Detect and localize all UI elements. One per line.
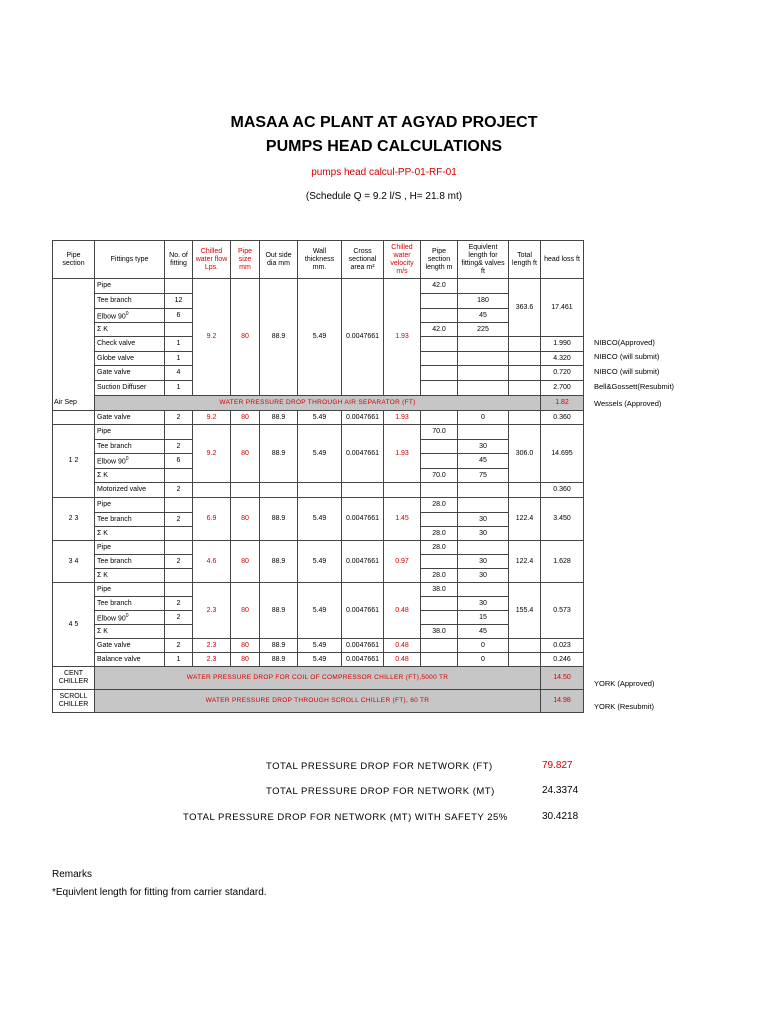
degree-mark: 0 xyxy=(125,456,129,463)
fitting-count: 4 xyxy=(165,366,193,381)
col-header: Total length ft xyxy=(509,241,541,279)
table-row xyxy=(53,498,584,513)
total-length: 306.0 xyxy=(509,425,541,483)
col-header: Pipe section xyxy=(53,241,95,279)
air-separator-value: 1.82 xyxy=(541,396,584,411)
section-label: 4 5 xyxy=(53,583,95,667)
equiv-length: 30 xyxy=(458,555,509,569)
outside-dia: 88.9 xyxy=(260,639,298,653)
fitting-count: 2 xyxy=(165,639,193,653)
fitting-type: Tee branch xyxy=(95,513,165,527)
velocity: 1.93 xyxy=(384,411,421,425)
outside-dia: 88.9 xyxy=(260,498,298,541)
table-row xyxy=(53,583,584,597)
fitting-count: 2 xyxy=(165,513,193,527)
pipe-size: 80 xyxy=(231,425,260,483)
cross-area: 0.0047661 xyxy=(342,639,384,653)
flow-value: 9.2 xyxy=(193,425,231,483)
cross-area: 0.0047661 xyxy=(342,411,384,425)
air-separator-row xyxy=(53,396,584,411)
section-label: 1 2 xyxy=(53,425,95,498)
head-loss: 0.360 xyxy=(541,483,584,498)
velocity: 0.48 xyxy=(384,639,421,653)
section-length: 42.0 xyxy=(421,279,458,294)
fitting-type: Σ K xyxy=(95,527,165,541)
total-safety-value: 30.4218 xyxy=(542,811,579,822)
total-safety-label: TOTAL PRESSURE DROP FOR NETWORK (MT) WITH SAFETY 25% xyxy=(183,812,508,823)
fitting-count: 2 xyxy=(165,483,193,498)
cross-area: 0.0047661 xyxy=(342,541,384,583)
cent-chiller-row xyxy=(53,667,584,690)
table-row xyxy=(53,541,584,555)
velocity: 0.97 xyxy=(384,541,421,583)
wall-thickness: 5.49 xyxy=(298,411,342,425)
total-length: 122.4 xyxy=(509,541,541,583)
equiv-length: 45 xyxy=(458,625,509,639)
flow-value: 4.6 xyxy=(193,541,231,583)
fitting-count: 2 xyxy=(165,597,193,611)
table-row xyxy=(53,639,584,653)
remarks-text: *Equivlent length for fitting from carrier standard. xyxy=(52,887,267,898)
cross-area: 0.0047661 xyxy=(342,425,384,483)
head-loss: 17.461 xyxy=(541,279,584,337)
head-loss: 3.450 xyxy=(541,498,584,541)
equiv-length: 15 xyxy=(458,611,509,625)
fitting-type xyxy=(95,454,165,469)
fitting-count: 12 xyxy=(165,294,193,309)
scroll-chiller-value: 14.98 xyxy=(541,690,584,713)
cent-chiller-note: YORK (Approved) xyxy=(594,679,655,688)
total-ft-label: TOTAL PRESSURE DROP FOR NETWORK (FT) xyxy=(266,761,493,772)
table-row xyxy=(53,425,584,440)
head-loss: 0.720 xyxy=(541,366,584,381)
equiv-length: 30 xyxy=(458,440,509,454)
pipe-size: 80 xyxy=(231,411,260,425)
head-loss: 0.360 xyxy=(541,411,584,425)
cross-area: 0.0047661 xyxy=(342,498,384,541)
pipe-size: 80 xyxy=(231,498,260,541)
pipe-size: 80 xyxy=(231,639,260,653)
head-loss: 0.573 xyxy=(541,583,584,639)
wall-thickness: 5.49 xyxy=(298,279,342,396)
fitting-type: Gate valve xyxy=(95,639,165,653)
fitting-type: Σ K xyxy=(95,569,165,583)
equiv-length: 180 xyxy=(458,294,509,309)
head-calculation-table xyxy=(52,240,584,713)
col-header: Wall thickness mm. xyxy=(298,241,342,279)
fitting-type: Pipe xyxy=(95,425,165,440)
degree-mark: 0 xyxy=(125,310,129,317)
equiv-length: 45 xyxy=(458,454,509,469)
equiv-length: 30 xyxy=(458,569,509,583)
fitting-count: 1 xyxy=(165,352,193,366)
air-sep-side-label: Air Sep xyxy=(54,399,77,406)
fitting-type: Pipe xyxy=(95,498,165,513)
wall-thickness: 5.49 xyxy=(298,425,342,483)
section-length: 42.0 xyxy=(421,323,458,337)
air-separator-note: Wessels (Approved) xyxy=(594,399,662,408)
fitting-count: 2 xyxy=(165,555,193,569)
flow-value: 2.3 xyxy=(193,639,231,653)
fitting-type: Motorized valve xyxy=(95,483,165,498)
velocity: 0.48 xyxy=(384,653,421,667)
flow-value: 9.2 xyxy=(193,279,231,396)
fitting-count: 2 xyxy=(165,440,193,454)
outside-dia: 88.9 xyxy=(260,653,298,667)
equiv-length: 45 xyxy=(458,309,509,323)
fitting-type: Pipe xyxy=(95,279,165,294)
fitting-type: Tee branch xyxy=(95,555,165,569)
pipe-size: 80 xyxy=(231,541,260,583)
col-header: Pipe section length m xyxy=(421,241,458,279)
cross-area: 0.0047661 xyxy=(342,653,384,667)
fitting-type: Gate valve xyxy=(95,411,165,425)
equiv-length: 30 xyxy=(458,597,509,611)
fitting-type: Pipe xyxy=(95,583,165,597)
fitting-count: 6 xyxy=(165,454,193,469)
equiv-length: 225 xyxy=(458,323,509,337)
total-mt-label: TOTAL PRESSURE DROP FOR NETWORK (MT) xyxy=(266,786,495,797)
flow-value: 2.3 xyxy=(193,583,231,639)
scroll-chiller-row xyxy=(53,690,584,713)
col-header: Pipe size mm xyxy=(231,241,260,279)
head-loss: 4.320 xyxy=(541,352,584,366)
schedule-info: (Schedule Q = 9.2 l/S , H= 21.8 mt) xyxy=(305,191,463,202)
col-header: Chilled water flow Lps. xyxy=(193,241,231,279)
section-label: SCROLL CHILLER xyxy=(53,690,95,713)
fitting-type: Balance valve xyxy=(95,653,165,667)
col-header: No. of fitting xyxy=(165,241,193,279)
outside-dia: 88.9 xyxy=(260,541,298,583)
total-length: 155.4 xyxy=(509,583,541,639)
fitting-type: Tee branch xyxy=(95,294,165,309)
fitting-count: 2 xyxy=(165,411,193,425)
table-row xyxy=(53,279,584,294)
cross-area: 0.0047661 xyxy=(342,279,384,396)
fitting-type: Tee branch xyxy=(95,597,165,611)
page-title: MASAA AC PLANT AT AGYAD PROJECT xyxy=(230,114,538,131)
wall-thickness: 5.49 xyxy=(298,541,342,583)
fitting-type: Pipe xyxy=(95,541,165,555)
section-length: 28.0 xyxy=(421,498,458,513)
cent-chiller-label: WATER PRESSURE DROP FOR COIL OF COMPRESSOR CHILLER (FT),5000 TR xyxy=(95,667,541,690)
elbow-label: Elbow 90 xyxy=(97,313,126,321)
equiv-length: 0 xyxy=(458,639,509,653)
velocity: 1.93 xyxy=(384,425,421,483)
wall-thickness: 5.49 xyxy=(298,639,342,653)
outside-dia: 88.9 xyxy=(260,425,298,483)
velocity: 0.48 xyxy=(384,583,421,639)
air-separator-label: WATER PRESSURE DROP THROUGH AIR SEPARATOR (FT) xyxy=(95,396,541,411)
section-length: 28.0 xyxy=(421,541,458,555)
wall-thickness: 5.49 xyxy=(298,583,342,639)
fitting-type: Check valve xyxy=(95,337,165,352)
pipe-size: 80 xyxy=(231,583,260,639)
fitting-count: 2 xyxy=(165,611,193,625)
pipe-size: 80 xyxy=(231,279,260,396)
head-loss: 2.700 xyxy=(541,381,584,396)
flow-value: 6.9 xyxy=(193,498,231,541)
cross-area: 0.0047661 xyxy=(342,583,384,639)
section-length: 38.0 xyxy=(421,625,458,639)
equiv-length: 0 xyxy=(458,653,509,667)
section-label xyxy=(53,279,95,411)
head-loss: 0.246 xyxy=(541,653,584,667)
col-header: Equivlent length for fitting& valves ft xyxy=(458,241,509,279)
fitting-type: Σ K xyxy=(95,625,165,639)
suction-diffuser-note: Bell&Gossett(Resubmit) xyxy=(594,382,675,391)
section-length: 38.0 xyxy=(421,583,458,597)
globe-valve-note: NIBCO (will submit) xyxy=(594,352,660,361)
fitting-count: 1 xyxy=(165,653,193,667)
elbow-label: Elbow 90 xyxy=(97,615,126,623)
table-row xyxy=(53,483,584,498)
scroll-chiller-label: WATER PRESSURE DROP THROUGH SCROLL CHILLER (FT), 60 TR xyxy=(95,690,541,713)
remarks-title: Remarks xyxy=(52,869,93,880)
fitting-count: 6 xyxy=(165,309,193,323)
fitting-type xyxy=(95,309,165,323)
col-header: Cross sectional area m² xyxy=(342,241,384,279)
equiv-length: 75 xyxy=(458,469,509,483)
col-header: Out side dia mm xyxy=(260,241,298,279)
table-row xyxy=(53,411,584,425)
pipe-size: 80 xyxy=(231,653,260,667)
velocity: 1.93 xyxy=(384,279,421,396)
fitting-type: Σ K xyxy=(95,469,165,483)
section-length: 70.0 xyxy=(421,425,458,440)
head-loss: 0.023 xyxy=(541,639,584,653)
wall-thickness: 5.49 xyxy=(298,653,342,667)
section-label: 3 4 xyxy=(53,541,95,583)
flow-value: 9.2 xyxy=(193,411,231,425)
total-mt-value: 24.3374 xyxy=(542,785,579,796)
fitting-count: 1 xyxy=(165,337,193,352)
total-length: 122.4 xyxy=(509,498,541,541)
fitting-type: Suction Diffuser xyxy=(95,381,165,396)
fitting-type: Σ K xyxy=(95,323,165,337)
col-header: head loss ft xyxy=(541,241,584,279)
section-length: 70.0 xyxy=(421,469,458,483)
equiv-length: 30 xyxy=(458,513,509,527)
outside-dia: 88.9 xyxy=(260,411,298,425)
section-label: CENT CHILLER xyxy=(53,667,95,690)
fitting-type xyxy=(95,611,165,625)
col-header: Fittings type xyxy=(95,241,165,279)
outside-dia: 88.9 xyxy=(260,583,298,639)
fitting-type: Gate valve xyxy=(95,366,165,381)
head-loss: 14.695 xyxy=(541,425,584,483)
table-header-row xyxy=(53,241,584,279)
check-valve-note: NIBCO(Approved) xyxy=(594,338,655,347)
section-label: 2 3 xyxy=(53,498,95,541)
page-subtitle: PUMPS HEAD CALCULATIONS xyxy=(265,138,503,155)
equiv-length: 0 xyxy=(458,411,509,425)
cent-chiller-value: 14.50 xyxy=(541,667,584,690)
equiv-length: 30 xyxy=(458,527,509,541)
col-header: Chilled water velocity m/s xyxy=(384,241,421,279)
flow-value: 2.3 xyxy=(193,653,231,667)
section-length: 28.0 xyxy=(421,569,458,583)
total-ft-value: 79.827 xyxy=(542,760,573,771)
table-row xyxy=(53,653,584,667)
velocity: 1.45 xyxy=(384,498,421,541)
wall-thickness: 5.49 xyxy=(298,498,342,541)
fitting-count: 1 xyxy=(165,381,193,396)
section-length: 28.0 xyxy=(421,527,458,541)
gate-valve-note: NIBCO (will submit) xyxy=(594,367,660,376)
outside-dia: 88.9 xyxy=(260,279,298,396)
head-loss: 1.990 xyxy=(541,337,584,352)
total-length: 363.6 xyxy=(509,279,541,337)
fitting-type: Tee branch xyxy=(95,440,165,454)
head-loss: 1.628 xyxy=(541,541,584,583)
elbow-label: Elbow 90 xyxy=(97,458,126,466)
fitting-type: Globe valve xyxy=(95,352,165,366)
scroll-chiller-note: YORK (Resubmit) xyxy=(594,702,655,711)
reference-code: pumps head calcul-PP-01-RF-01 xyxy=(311,167,457,178)
degree-mark: 0 xyxy=(125,612,129,619)
